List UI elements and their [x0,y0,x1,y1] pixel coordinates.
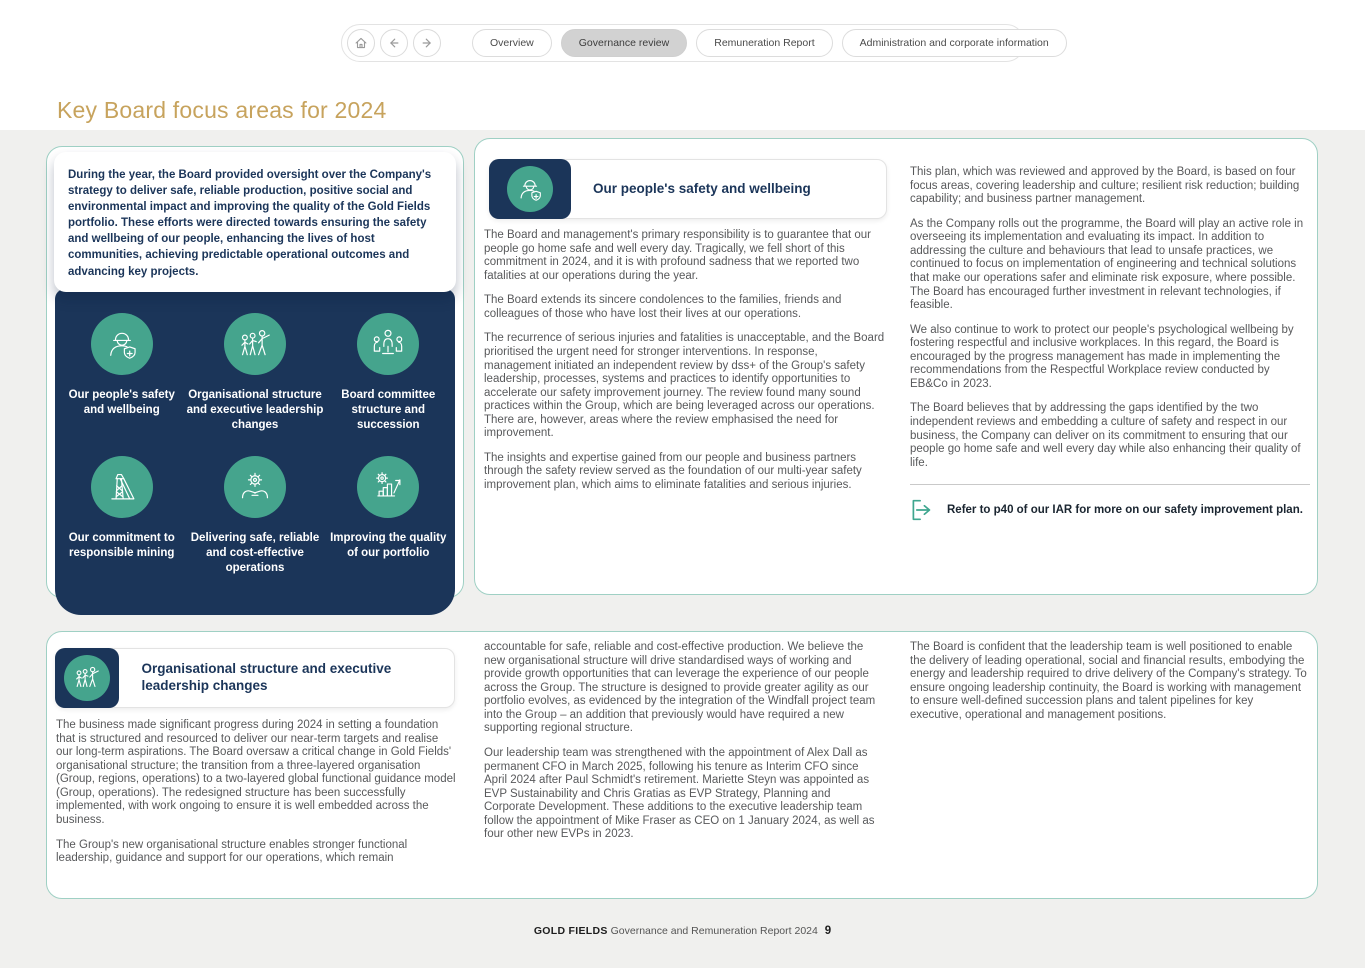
safety-header-badge [489,159,571,219]
org-text-column-1 [56,719,458,877]
footer-page-number: 9 [824,925,832,937]
refer-note [910,497,1310,523]
focus-area-label: Delivering safe, reliable and cost-effective operations [190,532,320,575]
focus-area-tile [184,456,325,577]
paragraph: The Board believes that by addressing the gaps identified by the two independent reviews and embedding a culture of safety and respect in our business, the Company can deliver on its commitment to ensuring that our people go home safe and well every day while also enhancing their quality of life. [910,402,1301,469]
focus-area-tile [184,313,325,434]
nav-tabs [472,29,1067,57]
home-icon [354,36,368,50]
focus-area-tile [326,313,451,434]
paragraph: The Group's new organisational structure enables stronger functional leadership, guidance and support for our operations, which remain [56,838,408,865]
safety-text-column-1 [484,229,886,504]
forward-button[interactable] [413,29,441,57]
paragraph: The insights and expertise gained from our people and business partners through the safety review served as the foundation of our multi-year safety improvement plan, which aims to eliminate fatalities and serious injuries. [484,451,862,491]
paragraph: The Board is confident that the leadership team is well positioned to enable the delivery of leading operational, social and financial results, embodying the energy and leadership required to drive delivery of the Company's strategy. To ensure ongoing leadership continuity, the Board is working with management to ensure well-defined succession plans and talent pipelines for key executive, operational and management positions. [910,641,1307,721]
safety-section-title: Our people's safety and wellbeing [593,180,811,196]
footer-report-title: Governance and Remuneration Report 2024 [610,925,818,937]
focus-area-label: Our commitment to responsible mining [68,532,175,560]
arrow-left-icon [387,36,401,50]
home-button[interactable] [347,29,375,57]
paragraph: This plan, which was reviewed and approved by the Board, is based on four focus areas, covering leadership and culture; resilient risk reduction; building capability; and business partner management. [910,166,1300,206]
focus-area-label: Our people's safety and wellbeing [68,389,175,417]
safety-worker-icon [91,313,153,375]
paragraph: The business made significant progress during 2024 in setting a foundation that is structured and resourced to deliver our near-term targets and realise our long-term aspirations. The Board oversaw a critical change in Gold Fields' organisational structure; the transition from a three-layered organisation (Group, regions, operations) to a two-layered global functional guidance model (Group, operations). The redesigned structure has been successfully implemented, with work ongoing to ensure it is well embedded across the business. [56,719,456,826]
org-text-column-2 [484,641,880,853]
org-header-badge [55,648,119,708]
back-button[interactable] [380,29,408,57]
paragraph: Our leadership team was strengthened with the appointment of Alex Dall as permanent CFO in March 2025, following his tenure as Interim CFO since April 2024 after Paul Schmidt's retirement. Mariette Steyn was appointed as EVP Sustainability and Chris Gratias as EVP Strategy, Planning and Corporate Development. These additions to the executive leadership team follow the appointment of Mike Fraser as CEO on 1 January 2024, as well as four other new EVPs in 2023. [484,746,875,841]
gear-growth-icon [357,456,419,518]
focus-area-label: Board committee structure and succession [341,389,436,432]
page-footer [0,925,1365,937]
people-group-icon [64,655,110,701]
footer-brand: GOLD FIELDS [533,925,608,937]
org-section-title: Organisational structure and executive leadership changes [141,661,392,693]
paragraph: The Board extends its sincere condolences to the families, friends and colleagues of those who have lost their lives at our operations. [484,294,842,320]
refer-note-text: Refer to p40 of our IAR for more on our safety improvement plan. [947,503,1303,516]
paragraph: The recurrence of serious injuries and fatalities is unacceptable, and the Board prioritised the urgent need for stronger interventions. In response, management initiated an independent review by dss+ of the Group's safety leadership, processes, systems and practices to identify opportunities to accelerate our safety improvement journey. The review found many sound practices within the Group, which are being leveraged across our operations. There are, however, areas where the review emphasised the need for improvement. [484,332,885,440]
paragraph: The Board and management's primary responsibility is to guarantee that our people go home safe and well every day. Tragically, we fell short of this commitment in 2024, and it is with profound sadness that we reported two fatalities at our operations during the year. [484,229,872,282]
cross-reference-arrow-icon [910,497,932,523]
paragraph: As the Company rolls out the programme, the Board will play an active role in overseeing its implementation and evaluating its impact. In addition to addressing the culture and behaviours that lead to unsafe practices, we continued to focus on implementation of engineering and technical solutions that make our operations safer and eliminate risk exposure, where possible. The Board has encouraged further investment in relevant technologies, if feasible. [910,217,1304,312]
org-structure-card [46,631,1318,899]
focus-area-label: Organisational structure and executive leadership changes [186,389,324,432]
tab-administration-info[interactable]: Administration and corporate information [842,29,1067,57]
org-text-column-3 [910,641,1308,733]
org-section-header [55,648,455,708]
board-oversight-intro-box [54,152,456,292]
focus-areas-panel [55,289,455,615]
safety-worker-icon [507,166,553,212]
focus-area-tile [59,456,184,577]
board-committee-icon [357,313,419,375]
safety-wellbeing-card [474,138,1318,595]
focus-areas-card [46,146,464,598]
people-group-icon [224,313,286,375]
paragraph: accountable for safe, reliable and cost-effective production. We believe the new organisational structure will drive standardised ways of working and provide growth opportunities that can leverage the experience of our people across the Group. The structure is designed to provide greater agility as our portfolio evolves, as evidenced by the integration of the Windfall project team into the Group – an addition that previously would have required a new supporting regional structure. [484,641,876,735]
page-title: Key Board focus areas for 2024 [57,97,387,123]
top-navigation [341,24,1049,62]
tab-overview[interactable]: Overview [472,29,552,57]
safety-section-header [489,159,887,219]
board-oversight-intro-text: During the year, the Board provided oversight over the Company's strategy to deliver safe, reliable production, positive social and environmental impact and improving the quality of the Gold Fields portfolio. These efforts were directed towards ensuring the safety and wellbeing of our people, enhancing the lives of host communities, achieving predictable operational outcomes and advancing key projects. [68,169,432,278]
paragraph: We also continue to work to protect our people's psychological wellbeing by fostering respectful and inclusive workplaces. In this regard, the Board is encouraged by the progress management has made in implementing the recommendations from the Respectful Workplace review conducted by EB&Co in 2023. [910,323,1294,390]
focus-area-label: Improving the quality of our portfolio [330,532,447,560]
arrow-right-icon [420,36,434,50]
divider [910,484,1310,485]
focus-area-tile [326,456,451,577]
tab-remuneration-report[interactable]: Remuneration Report [696,29,832,57]
mine-headframe-icon [91,456,153,518]
focus-area-tile [59,313,184,434]
tab-governance-review[interactable]: Governance review [561,29,687,57]
hands-gear-icon [224,456,286,518]
safety-text-column-2 [910,166,1310,523]
